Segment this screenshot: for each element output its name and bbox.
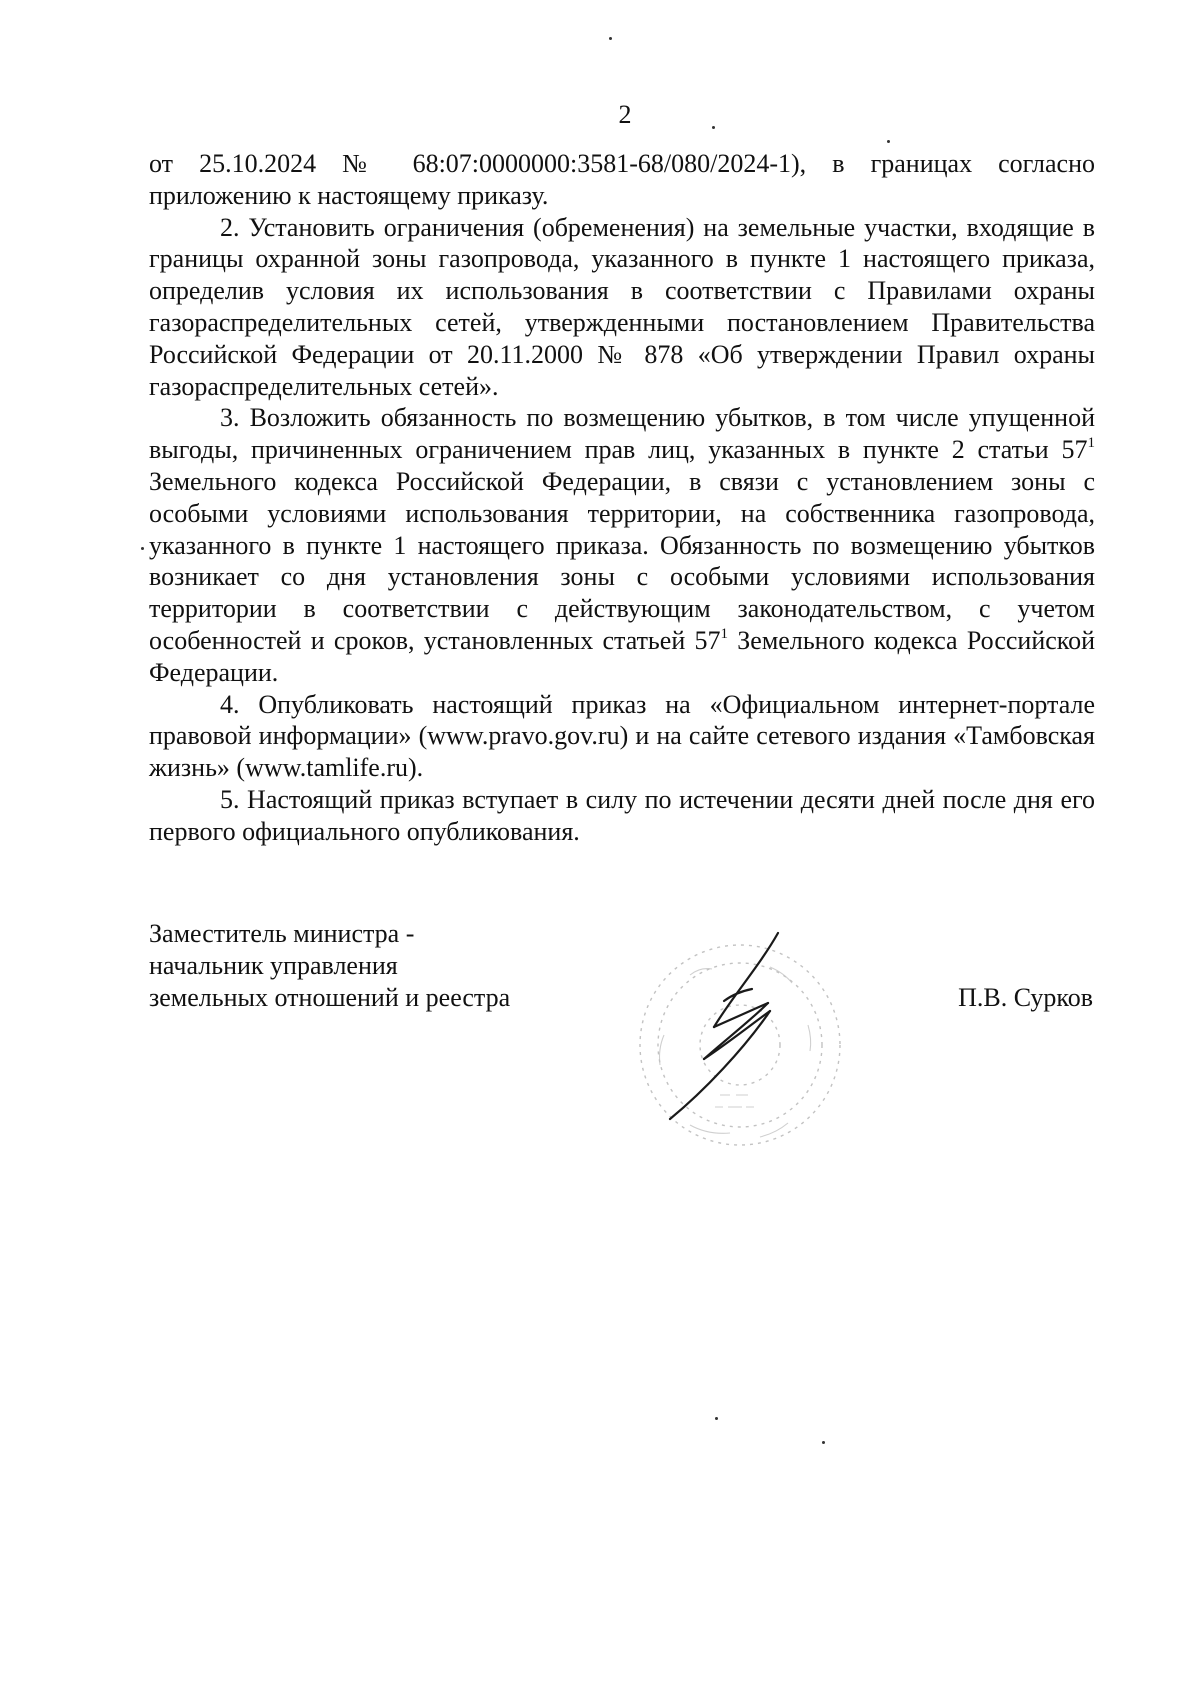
scan-speck [609,37,612,40]
document-body [149,148,1095,848]
paragraph-3-text-c: Земельного кодекса Российской Федерации. [149,625,1095,687]
handwritten-signature [670,933,778,1119]
paragraph-2: 2. Установить ограничения (обременения) на земельные участки, входящие в границы охранной зоны газопровода, указанного в пункте 1 настоящего приказа, определив условия их использования в соответствии с Правилами охраны газораспределительных сетей, утвержденными постановлением Правительства Российской Федерации от 20.11.2000 № 878 «Об утверждении Правил охраны газораспределительных сетей». [149,212,1095,401]
page-number: 2 [618,100,632,129]
scan-speck [822,1441,825,1444]
paragraph-4: 4. Опубликовать настоящий приказ на «Официальном интернет-портале правовой информации» (www.pravo.gov.ru) и на сайте сетевого издания «Тамбовская жизнь» (www.tamlife.ru). [149,689,1095,783]
superscript-1: 1 [1087,435,1095,452]
position-line-3: земельных отношений и реестра [149,982,511,1012]
position-line-1: Заместитель министра - [149,919,415,948]
scan-speck [141,547,144,550]
paragraph-1-continuation: от 25.10.2024 № 68:07:0000000:3581-68/080/2024-1), в границах согласно приложению к настоящему приказу. [149,149,1095,210]
signatory-position [149,918,510,1013]
position-line-2: начальник управления [149,950,398,980]
paragraph-3-text-a: 3. Возложить обязанность по возмещению убытков, в том числе упущенной выгоды, причиненных ограничением прав лиц, указанных в пункте 2 статьи 57 [149,403,1095,465]
scan-speck [712,126,715,129]
official-stamp-with-signature [620,915,860,1175]
paragraph-5: 5. Настоящий приказ вступает в силу по истечении десяти дней после дня его первого официального опубликования. [149,784,1095,846]
scan-speck [715,1417,718,1420]
paragraph-3 [149,402,1095,688]
stamp-seal [640,945,840,1145]
signer-name: П.В. Сурков [958,983,1093,1012]
scan-speck [887,140,890,143]
superscript-2: 1 [720,625,729,642]
paragraph-3-text-b: Земельного кодекса Российской Федерации, в связи с установлением зоны с особыми условиями использования территории, на собственника газопровода, указанного в пункте 1 настоящего приказа. Обязанность по возмещению убытков возникает со дня установления зоны с особыми условиями использования территории в соответствии с действующим законодательством, с учетом особенностей и сроков, установленных статьей 57 [149,466,1095,655]
stamp-texture [660,967,811,1137]
